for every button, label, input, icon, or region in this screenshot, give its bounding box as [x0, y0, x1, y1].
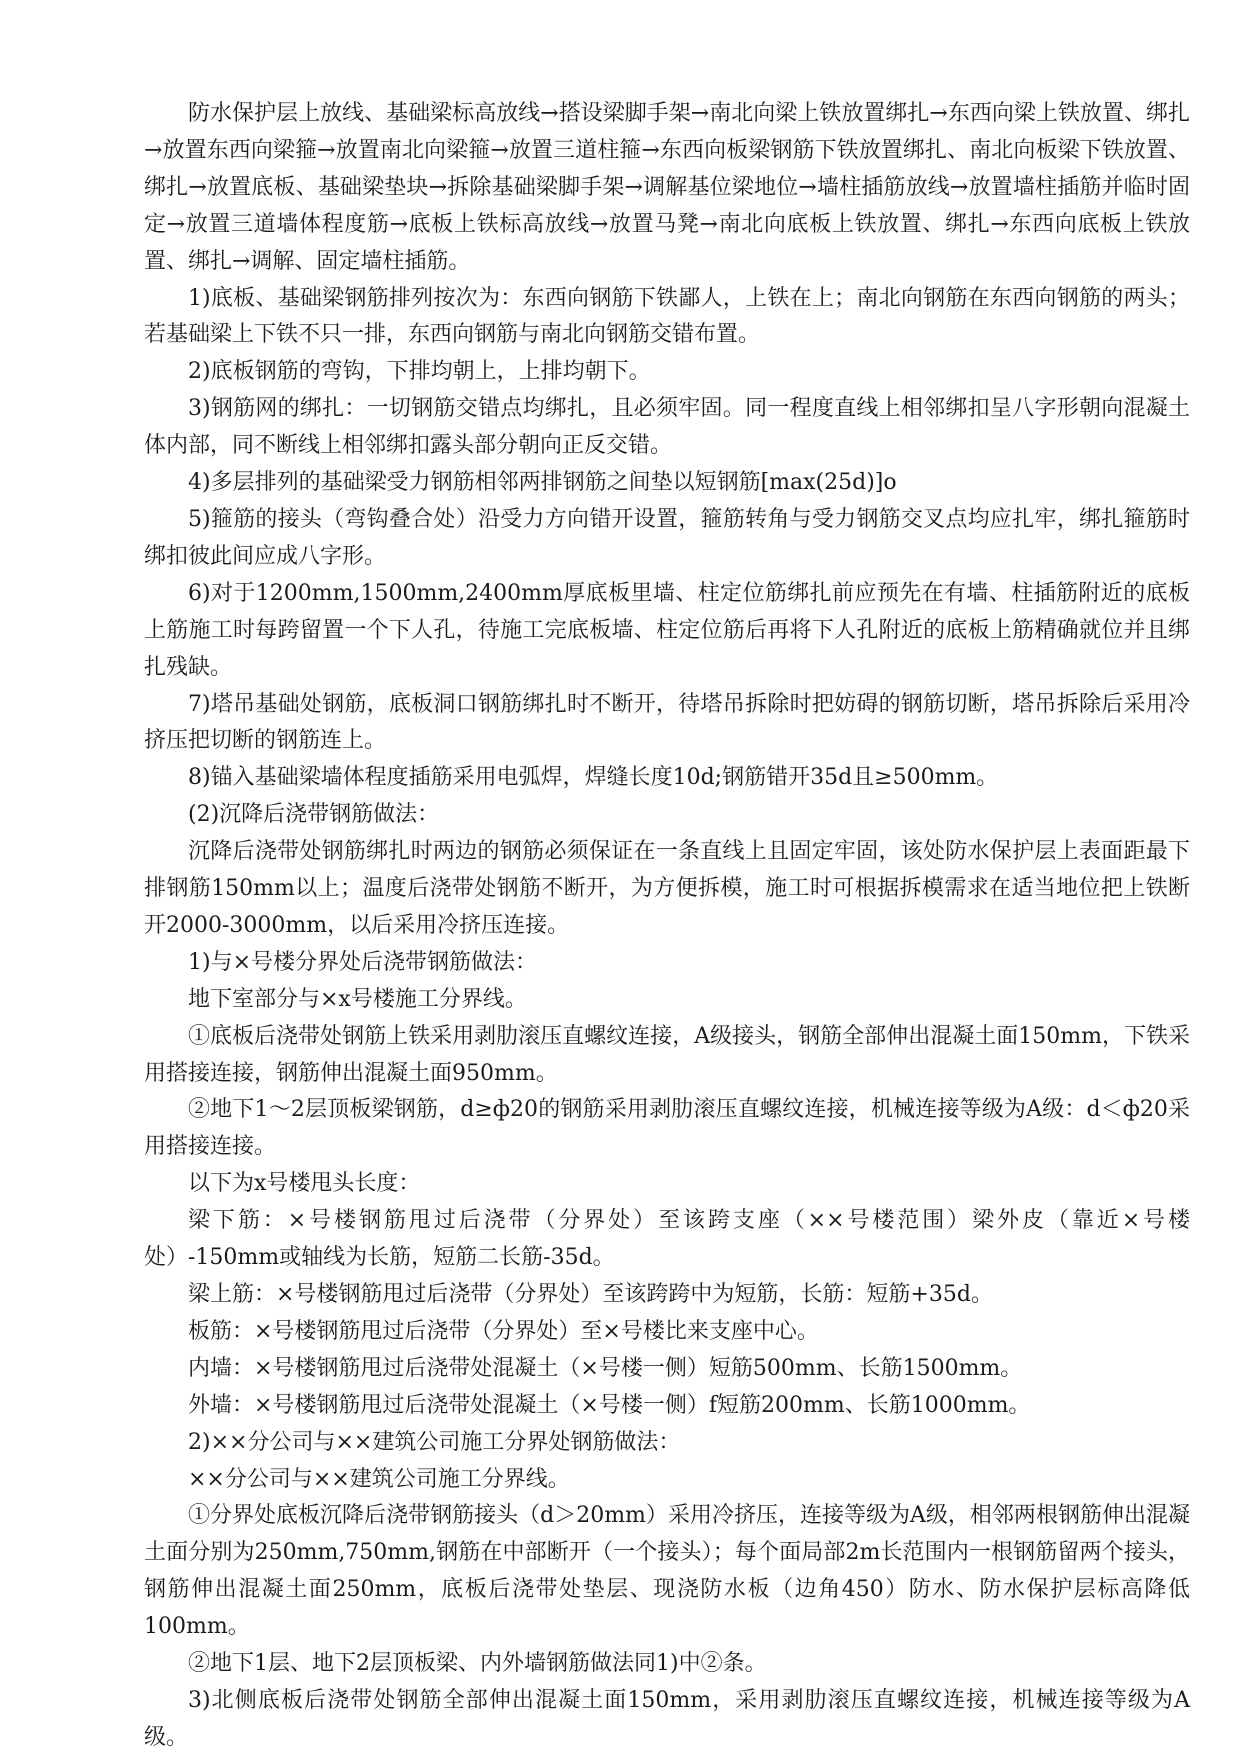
paragraph-item-4: 4)多层排列的基础梁受力钢筋相邻两排钢筋之间垫以短钢筋[max(25d)]o	[188, 470, 897, 496]
paragraph-item-1: 1)底板、基础梁钢筋排列按次为：东西向钢筋下铁鄙人，上铁在上；南北向钢筋在东西向钢筋的两头；若基础梁上下铁不只一排，东西向钢筋与南北向钢筋交错布置。	[144, 285, 1190, 348]
paragraph-inner-wall: 内墙：×号楼钢筋甩过后浇带处混凝土（×号楼一侧）短筋500mm、长筋1500mm。	[188, 1355, 1023, 1381]
document-body	[144, 96, 1190, 1757]
subsection-heading-2: 2)××分公司与××建筑公司施工分界处钢筋做法：	[188, 1429, 681, 1455]
paragraph-item-3: 3)钢筋网的绑扎：一切钢筋交错点均绑扎，且必须牢固。同一程度直线上相邻绑扣呈八字形朝向混凝土体内部，同不断线上相邻绑扣露头部分朝向正反交错。	[144, 396, 1190, 459]
paragraph-beam-top-bars: 梁上筋：×号楼钢筋甩过后浇带（分界处）至该跨跨中为短筋，长筋：短筋+35d。	[188, 1282, 993, 1307]
paragraph-boundary-line-1: 地下室部分与×x号楼施工分界线。	[188, 986, 527, 1012]
paragraph-stub-length-heading: 以下为x号楼甩头长度：	[188, 1171, 421, 1197]
paragraph-construction-sequence: 防水保护层上放线、基础梁标高放线→搭设梁脚手架→南北向梁上铁放置绑扎→东西向梁上铁放置、绑扎→放置东西向梁箍→放置南北向梁箍→放置三道柱箍→东西向板梁钢筋下铁放置绑扎、南北向板梁下铁放置、绑扎→放置底板、基础梁垫块→拆除基础梁脚手架→调解基位梁地位→墙柱插筋放线→放置墙柱插筋并临时固定→放置三道墙体程度筋→底板上铁标高放线→放置马凳→南北向底板上铁放置、绑扎→东西向底板上铁放置、绑扎→调解、固定墙柱插筋。	[144, 101, 1190, 274]
paragraph-settlement-strip: 沉降后浇带处钢筋绑扎时两边的钢筋必须保证在一条直线上且固定牢固，该处防水保护层上表面距最下排钢筋150mm以上；温度后浇带处钢筋不断开，为方便拆模，施工时可根据拆模需求在适当地位把上铁断开2000-3000mm，以后采用冷挤压连接。	[144, 839, 1190, 938]
paragraph-item-6: 6)对于1200mm,1500mm,2400mm厚底板里墙、柱定位筋绑扎前应预先在有墙、柱插筋附近的底板上筋施工时每跨留置一个下人孔，待施工完底板墙、柱定位筋后再将下人孔附近的底板上筋精确就位并且绑扎残缺。	[144, 580, 1190, 680]
paragraph-circle-2: ②地下1～2层顶板梁钢筋，d≥ф20的钢筋采用剥肋滚压直螺纹连接，机械连接等级为A级：d＜ф20采用搭接连接。	[144, 1097, 1190, 1160]
paragraph-beam-bottom-bars: 梁下筋：×号楼钢筋甩过后浇带（分界处）至该跨支座（××号楼范围）梁外皮（靠近×号楼处）-150mm或轴线为长筋，短筋二长筋-35d。	[144, 1208, 1190, 1271]
paragraph-item-8: 8)锚入基础梁墙体程度插筋采用电弧焊，焊缝长度10d;钢筋错开35d且≥500mm。	[188, 765, 999, 791]
subsection-heading-3: 3)北侧底板后浇带处钢筋全部伸出混凝土面150mm，采用剥肋滚压直螺纹连接，机械连接等级为A级。	[144, 1687, 1190, 1750]
subsection-heading-1: 1)与×号楼分界处后浇带钢筋做法：	[188, 949, 538, 975]
paragraph-item-2: 2)底板钢筋的弯钩，下排均朝上，上排均朝下。	[188, 359, 651, 385]
paragraph-circle-2-b: ②地下1层、地下2层顶板梁、内外墙钢筋做法同1)中②条。	[188, 1651, 767, 1677]
paragraph-circle-1: ①底板后浇带处钢筋上铁采用剥肋滚压直螺纹连接，A级接头，钢筋全部伸出混凝土面150mm，下铁采用搭接连接，钢筋伸出混凝土面950mm。	[144, 1023, 1190, 1086]
paragraph-circle-1-b: ①分界处底板沉降后浇带钢筋接头（d＞20mm）采用冷挤压，连接等级为A级，相邻两根钢筋伸出混凝土面分别为250mm,750mm,钢筋在中部断开（一个接头）；每个面局部2m长范围内一根钢筋留两个接头，钢筋伸出混凝土面250mm，底板后浇带处垫层、现浇防水板（边角450）防水、防水保护层标高降低100mm。	[144, 1503, 1190, 1640]
section-heading-settlement-strip: (2)沉降后浇带钢筋做法：	[188, 802, 440, 828]
paragraph-outer-wall: 外墙：×号楼钢筋甩过后浇带处混凝土（×号楼一侧）f短筋200mm、长筋1000mm。	[188, 1392, 1031, 1418]
paragraph-slab-bars: 板筋：×号楼钢筋甩过后浇带（分界处）至×号楼比来支座中心。	[188, 1318, 819, 1344]
paragraph-item-7: 7)塔吊基础处钢筋，底板洞口钢筋绑扎时不断开，待塔吊拆除时把妨碍的钢筋切断，塔吊拆除后采用冷挤压把切断的钢筋连上。	[144, 691, 1190, 754]
paragraph-item-5: 5)箍筋的接头（弯钩叠合处）沿受力方向错开设置，箍筋转角与受力钢筋交叉点均应扎牢，绑扎箍筋时绑扣彼此间应成八字形。	[144, 506, 1190, 569]
paragraph-boundary-line-2: ××分公司与××建筑公司施工分界线。	[188, 1466, 570, 1492]
